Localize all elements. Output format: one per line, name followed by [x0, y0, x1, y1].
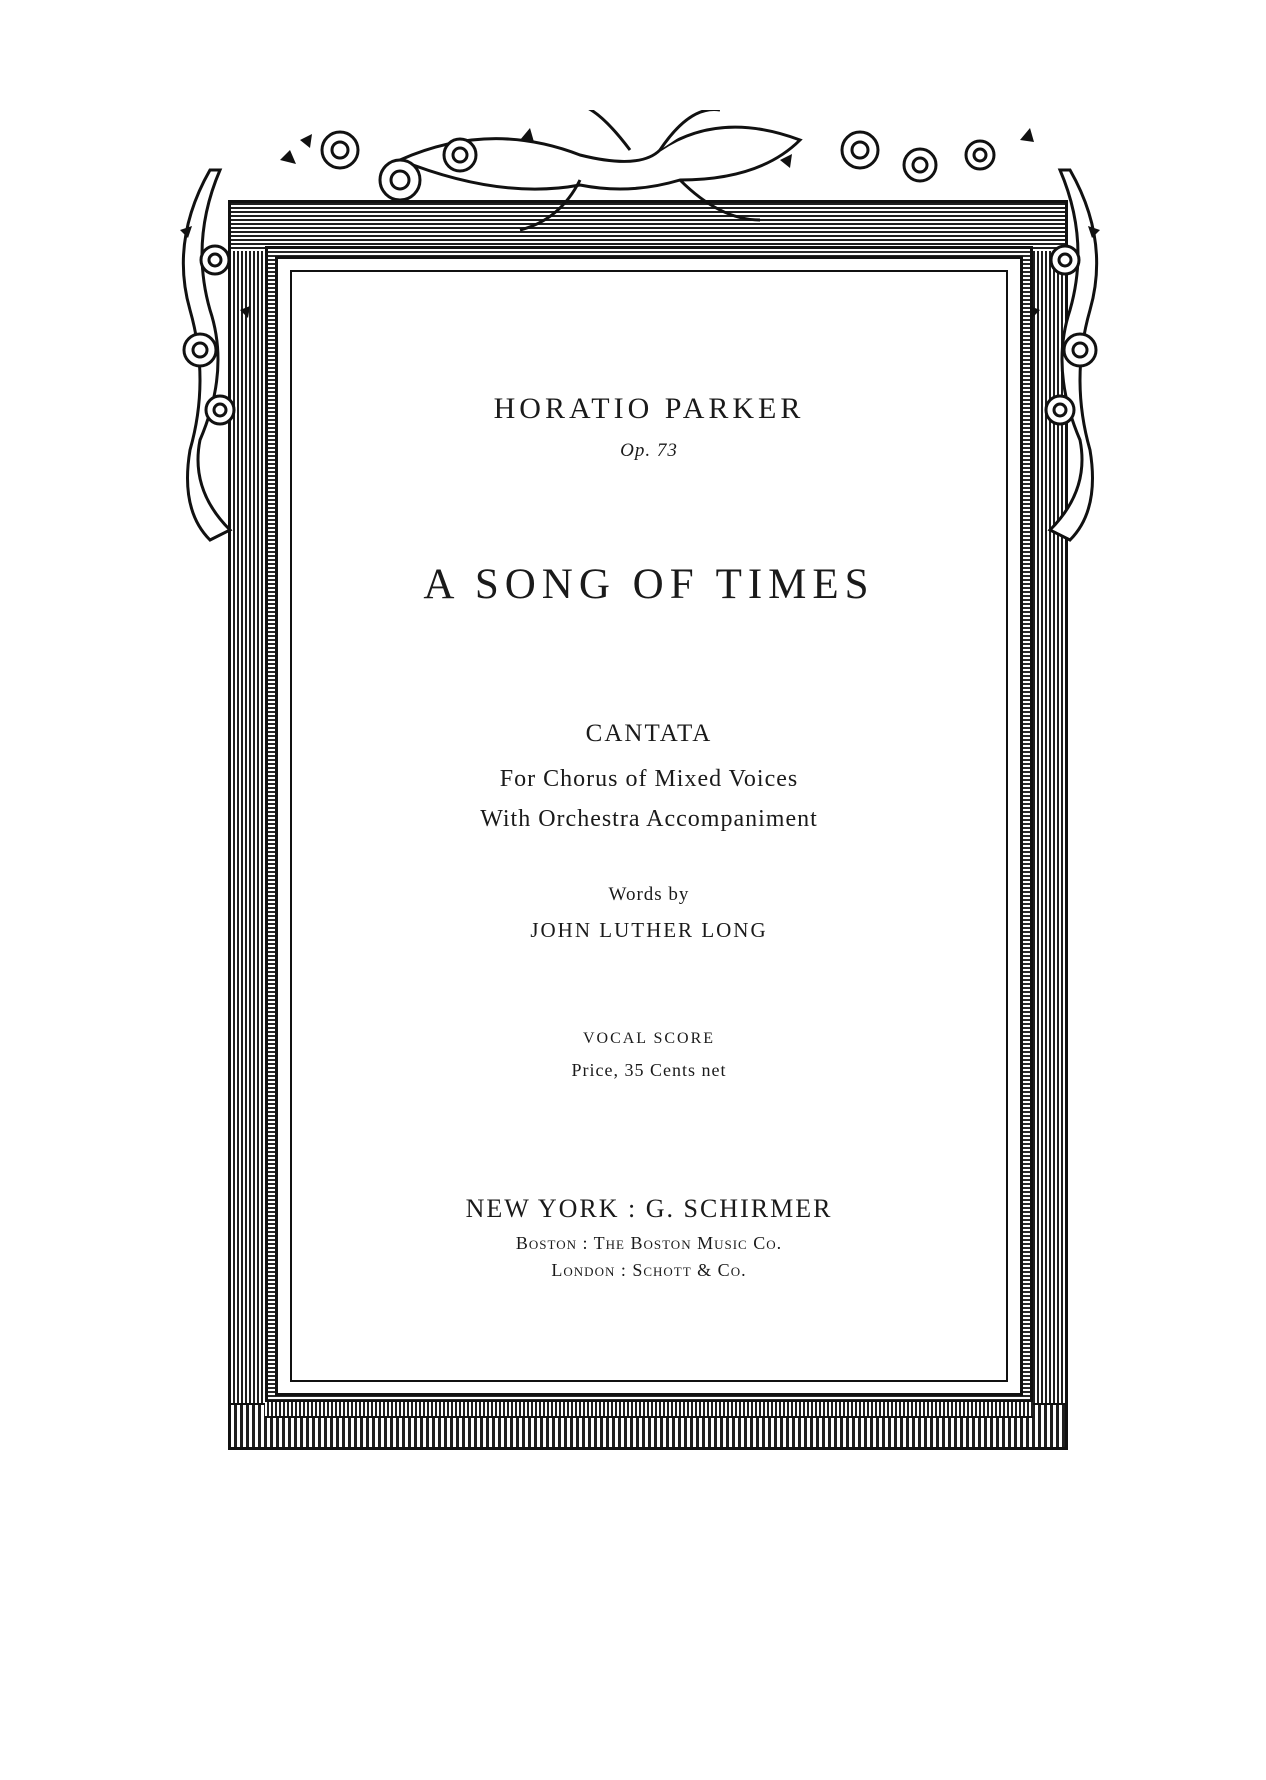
opus-number: Op. 73: [620, 440, 678, 461]
scoring-line-1: For Chorus of Mixed Voices: [499, 766, 799, 792]
lyricist-name: JOHN LUTHER LONG: [530, 918, 768, 942]
frame-bottom-band: [265, 1400, 1033, 1418]
london-agent: London : Schott & Co.: [551, 1260, 747, 1280]
price-label: Price, 35 Cents net: [571, 1060, 727, 1080]
genre-label: CANTATA: [585, 720, 713, 747]
publisher-name: NEW YORK : G. SCHIRMER: [465, 1194, 833, 1223]
composer-name: HORATIO PARKER: [493, 392, 805, 425]
rose-garland-ornament: [160, 110, 1120, 630]
boston-agent: Boston : The Boston Music Co.: [515, 1233, 783, 1253]
work-title: A SONG OF TIMES: [423, 561, 875, 608]
scoring-line-2: With Orchestra Accompaniment: [480, 806, 818, 832]
words-by-label: Words by: [608, 884, 690, 905]
edition-label: VOCAL SCORE: [582, 1030, 716, 1047]
